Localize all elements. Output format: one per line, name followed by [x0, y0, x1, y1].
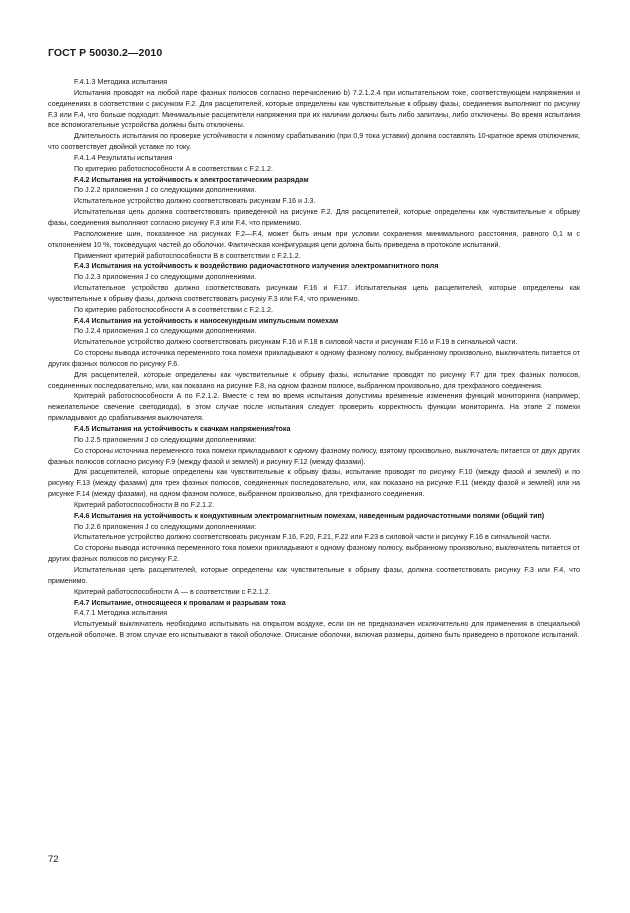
body-paragraph: Для расцепителей, которые определены как чувствительные к обрыву фазы, испытание проводят по рисунку F.7 для трех фазных полюсов, соединенных последовательно, или, как показано на рисунке F.8, на одном фазном полюсе, выбранном произвольно, для трехфазного соединения. [48, 370, 580, 390]
body-paragraph: Со стороны вывода источника переменного тока помехи прикладывают к одному фазному полюсу, выбранному произвольно, выключатель питается от других фазных полюсов по рисунку F.6. [48, 349, 580, 368]
body-paragraph: По J.2.4 приложения J со следующими дополнениями. [74, 327, 257, 336]
body-paragraph: Испытательное устройство должно соответствовать рисункам F.16 и F.18 в силовой части и рисункам F.16 и F.19 в сигнальной части. [74, 338, 518, 347]
section-heading: F.4.6 Испытания на устойчивость к кондуктивным электромагнитным помехам, наведенным радиочастотными полями (общий тип) [74, 511, 545, 520]
body-paragraph: Критерий работоспособности В по F.2.1.2. [74, 500, 215, 509]
body-paragraph: По J.2.6 приложения J со следующими дополнениями: [74, 522, 257, 531]
body-paragraph: F.4.7.1 Методика испытания [74, 609, 168, 618]
section-heading: F.4.5 Испытания на устойчивость к скачкам напряжения/тока [74, 425, 291, 433]
body-paragraph: Критерий работоспособности А по F.2.1.2. Вместе с тем во время испытания допустимы временные изменения функций мониторинга (например, нежелательное свечение светодиода), в этом случае после испытания следует проверить корректность функции мониторинга. На этапе 2 помехи прикладывают до срабатывания выключателя. [48, 392, 580, 423]
section-heading: F.4.7 Испытание, относящееся к провалам и разрывам тока [74, 598, 286, 607]
body-paragraph: Испытательная цепь должна соответствовать приведенной на рисунке F.2. Для расцепителей, которые определены как чувствительные к обрыву фазы, соединения выполняют согласно рисунку F.3 или F.4, что применимо. [48, 208, 580, 227]
body-paragraph: Испытания проводят на любой паре фазных полюсов согласно перечислению b) 7.2.1.2.4 при испытательном токе, соответствующем напряжении и соединениях в соответствии с рисунком F.2. Для расцепителей, которые определены как чувствительные к обрыву фазы, соединения выполняют по рисунку F.3 или F.4, что больше подходит. Минимальные расцепители напряжения при их наличии должны быть либо запитаны, либо отключены. Во время испытания все вспомогательные устройства должны быть отключены. [48, 88, 580, 130]
body-paragraph: F.4.1.4 Результаты испытания [74, 153, 173, 162]
document-body [48, 77, 580, 641]
body-paragraph: Испытательное устройство должно соответствовать рисункам F.16, F.20, F.21, F.22 или F.23 в силовой части и рисунку F.16 в сигнальной части. [74, 533, 552, 542]
body-paragraph: Со стороны источника переменного тока помехи прикладывают к одному фазному полюсу, взятому произвольно, выключатель питается от двух других фазных полюсов согласно рисунку F.9 (между фазой и землей) и рисунку F.12 (между фазами). [48, 446, 580, 466]
body-paragraph: Испытуемый выключатель необходимо испытывать на открытом воздухе, если он не предназначен исключительно для применения в специальной отдельной оболочке. В этом случае его испытывают в такой оболочке. Описание оболочки, включая размеры, должно быть приведено в протоколе испытаний. [48, 620, 580, 640]
body-paragraph: Критерий работоспособности А — в соответствии с F.2.1.2. [74, 587, 271, 596]
body-paragraph: Длительность испытания по проверке устойчивости к ложному срабатыванию (при 0,9 тока уставки) должна составлять 10-кратное время отключения, что соответствует двойной уставке по току. [48, 132, 580, 152]
body-paragraph: По J.2.3 приложения J со следующими дополнениями. [74, 273, 257, 282]
body-paragraph: По критерию работоспособности А в соответствии с F.2.1.2. [74, 305, 273, 314]
body-paragraph: F.4.1.3 Методика испытания [74, 78, 168, 86]
body-paragraph: Испытательная цепь расцепителей, которые определены как чувствительные к обрыву фазы, должна соответствовать рисунку F.3 или F.4, что применимо. [48, 565, 580, 585]
body-paragraph: Применяют критерий работоспособности В в соответствии с F.2.1.2. [74, 251, 301, 260]
section-heading: F.4.2 Испытания на устойчивость к электростатическим разрядам [74, 175, 309, 184]
body-paragraph: Со стороны вывода источника переменного тока помехи прикладывают к одному фазному полюсу, выбранному произвольно, выключатель питается от других фазных полюсов по рисунку F.2. [48, 544, 580, 564]
body-paragraph: Испытательное устройство должно соответствовать рисункам F.16 и J.3. [74, 197, 316, 206]
page-number: 72 [48, 854, 59, 865]
body-paragraph: По критерию работоспособности А в соответствии с F.2.1.2. [74, 164, 273, 173]
body-paragraph: Испытательное устройство должно соответствовать рисункам F.16 и F.17. Испытательная цепь расцепителей, которые определены как чувствительные к обрыву фазы, должна соответствовать рисунку F.3 или F.4, что применимо. [48, 284, 580, 303]
body-paragraph: По J.2.2 приложения J со следующими дополнениями. [74, 186, 257, 195]
document-header: ГОСТ Р 50030.2—2010 [48, 47, 163, 59]
body-paragraph: Расположение шин, показанное на рисунках F.2—F.4, может быть иным при условии сохранения минимального расстояния, равного 0,1 м с отклонением 10 %, токоведущих частей до оболочки. Фактическая конфигурация цепи должна быть приведена в протоколе испытаний. [48, 229, 580, 249]
section-heading: F.4.3 Испытания на устойчивость к воздействию радиочастотного излучения электромагнитного поля [74, 262, 439, 271]
body-paragraph: По J.2.5 приложения J со следующими дополнениями: [74, 435, 257, 444]
section-heading: F.4.4 Испытания на устойчивость к наносекундным импульсным помехам [74, 316, 339, 325]
body-paragraph: Для расцепителей, которые определены как чувствительные к обрыву фазы, испытание проводят по рисунку F.10 (между фазой и землей) и по рисунку F.13 (между фазами) для трех фазных полюсов, соединенных последовательно, или, как показано на рисунке F.11 (между фазой и землей) или на рисунке F.14 (между фазами), на одном фазном полюсе, выбранном произвольно, для трехфазного соединения. [48, 468, 580, 499]
